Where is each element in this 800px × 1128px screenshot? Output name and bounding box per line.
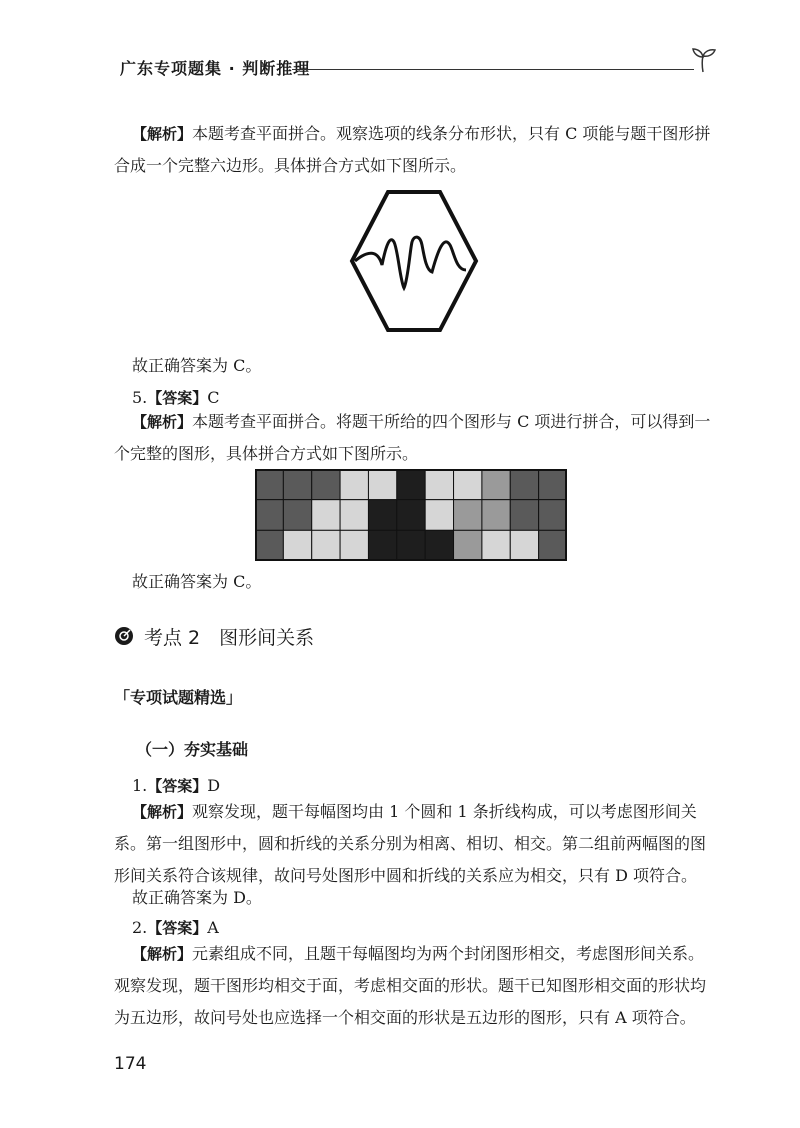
analysis-paragraph xyxy=(114,938,714,1034)
analysis-text: 本题考查平面拼合。观察选项的线条分布形状，只有 C 项能与题干图形拼合成一个完整六边形。具体拼合方式如下图所示。 xyxy=(114,124,711,175)
analysis-tag: 【解析】 xyxy=(132,803,193,821)
analysis-tag: 【解析】 xyxy=(132,413,193,431)
answer-value: A xyxy=(207,918,219,937)
grid-cell xyxy=(255,530,283,561)
grid-cell xyxy=(368,500,396,531)
running-header: 广东专项题集 · 判断推理 xyxy=(120,59,311,78)
analysis-paragraph xyxy=(114,796,714,892)
target-icon xyxy=(114,626,134,646)
grid-cell xyxy=(283,500,311,531)
grid-cell xyxy=(510,500,538,531)
answer-tag: 【答案】 xyxy=(147,777,208,795)
grid-cell xyxy=(510,469,538,500)
section-title: 考点 2 图形间关系 xyxy=(144,627,315,649)
grid-cell xyxy=(340,530,368,561)
answer-value: C xyxy=(207,388,220,407)
grid-cell xyxy=(340,469,368,500)
answer-value: D xyxy=(207,776,221,795)
grid-cell xyxy=(539,530,567,561)
conclusion-line: 故正确答案为 C。 xyxy=(132,572,262,591)
question-number: 2. xyxy=(132,918,148,937)
grid-cell xyxy=(397,530,425,561)
grid-cell xyxy=(425,500,453,531)
analysis-text: 元素组成不同，且题干每幅图均为两个封闭图形相交，考虑图形间关系。观察发现，题干图形均相交于面，考虑相交面的形状。题干已知图形相交面的形状均为五边形，故问号处也应选择一个相交面的形状是五边形的图形，只有 A 项符合。 xyxy=(114,944,707,1027)
analysis-tag: 【解析】 xyxy=(132,125,193,143)
grid-cell xyxy=(283,469,311,500)
question-number: 1. xyxy=(132,776,148,795)
analysis-text: 观察发现，题干每幅图均由 1 个圆和 1 条折线构成，可以考虑图形间关系。第一组图形中，圆和折线的关系分别为相离、相切、相交。第二组前两幅图的图形间关系符合该规律，故问号处图形中圆和折线的关系应为相交，只有 D 项符合。 xyxy=(114,802,707,885)
page-number: 174 xyxy=(114,1054,147,1074)
answer-tag: 【答案】 xyxy=(147,919,208,937)
grid-cell xyxy=(539,500,567,531)
header-rule xyxy=(292,69,694,70)
subsection-heading: 「专项试题精选」 xyxy=(114,688,243,707)
grid-cell xyxy=(255,469,283,500)
grid-cell xyxy=(482,530,510,561)
analysis-tag: 【解析】 xyxy=(132,945,193,963)
grid-cell xyxy=(425,469,453,500)
hexagon-assembly-figure xyxy=(348,190,480,332)
answer-tag: 【答案】 xyxy=(147,389,208,407)
grid-cell xyxy=(454,500,482,531)
grid-assembly-figure xyxy=(255,469,567,561)
grid-cell xyxy=(482,469,510,500)
grid-cell xyxy=(482,500,510,531)
grid-cell xyxy=(312,500,340,531)
grid-cell xyxy=(510,530,538,561)
analysis-text: 本题考查平面拼合。将题干所给的四个图形与 C 项进行拼合，可以得到一个完整的图形，具体拼合方式如下图所示。 xyxy=(114,412,711,463)
grid-cell xyxy=(397,469,425,500)
grid-cell xyxy=(340,500,368,531)
sub-heading: （一）夯实基础 xyxy=(136,740,249,759)
analysis-paragraph xyxy=(114,118,714,182)
grid-cell xyxy=(454,530,482,561)
grid-cell xyxy=(312,469,340,500)
analysis-paragraph xyxy=(114,406,714,470)
grid-cell xyxy=(425,530,453,561)
grid-cell xyxy=(255,500,283,531)
question-number: 5. xyxy=(132,388,148,407)
conclusion-line: 故正确答案为 D。 xyxy=(132,888,262,907)
grid-cell xyxy=(454,469,482,500)
grid-cell xyxy=(283,530,311,561)
grid-cell xyxy=(397,500,425,531)
grid-cell xyxy=(368,469,396,500)
sprout-icon xyxy=(688,44,718,74)
grid-cell xyxy=(368,530,396,561)
grid-cell xyxy=(539,469,567,500)
grid-cell xyxy=(312,530,340,561)
conclusion-line: 故正确答案为 C。 xyxy=(132,356,262,375)
